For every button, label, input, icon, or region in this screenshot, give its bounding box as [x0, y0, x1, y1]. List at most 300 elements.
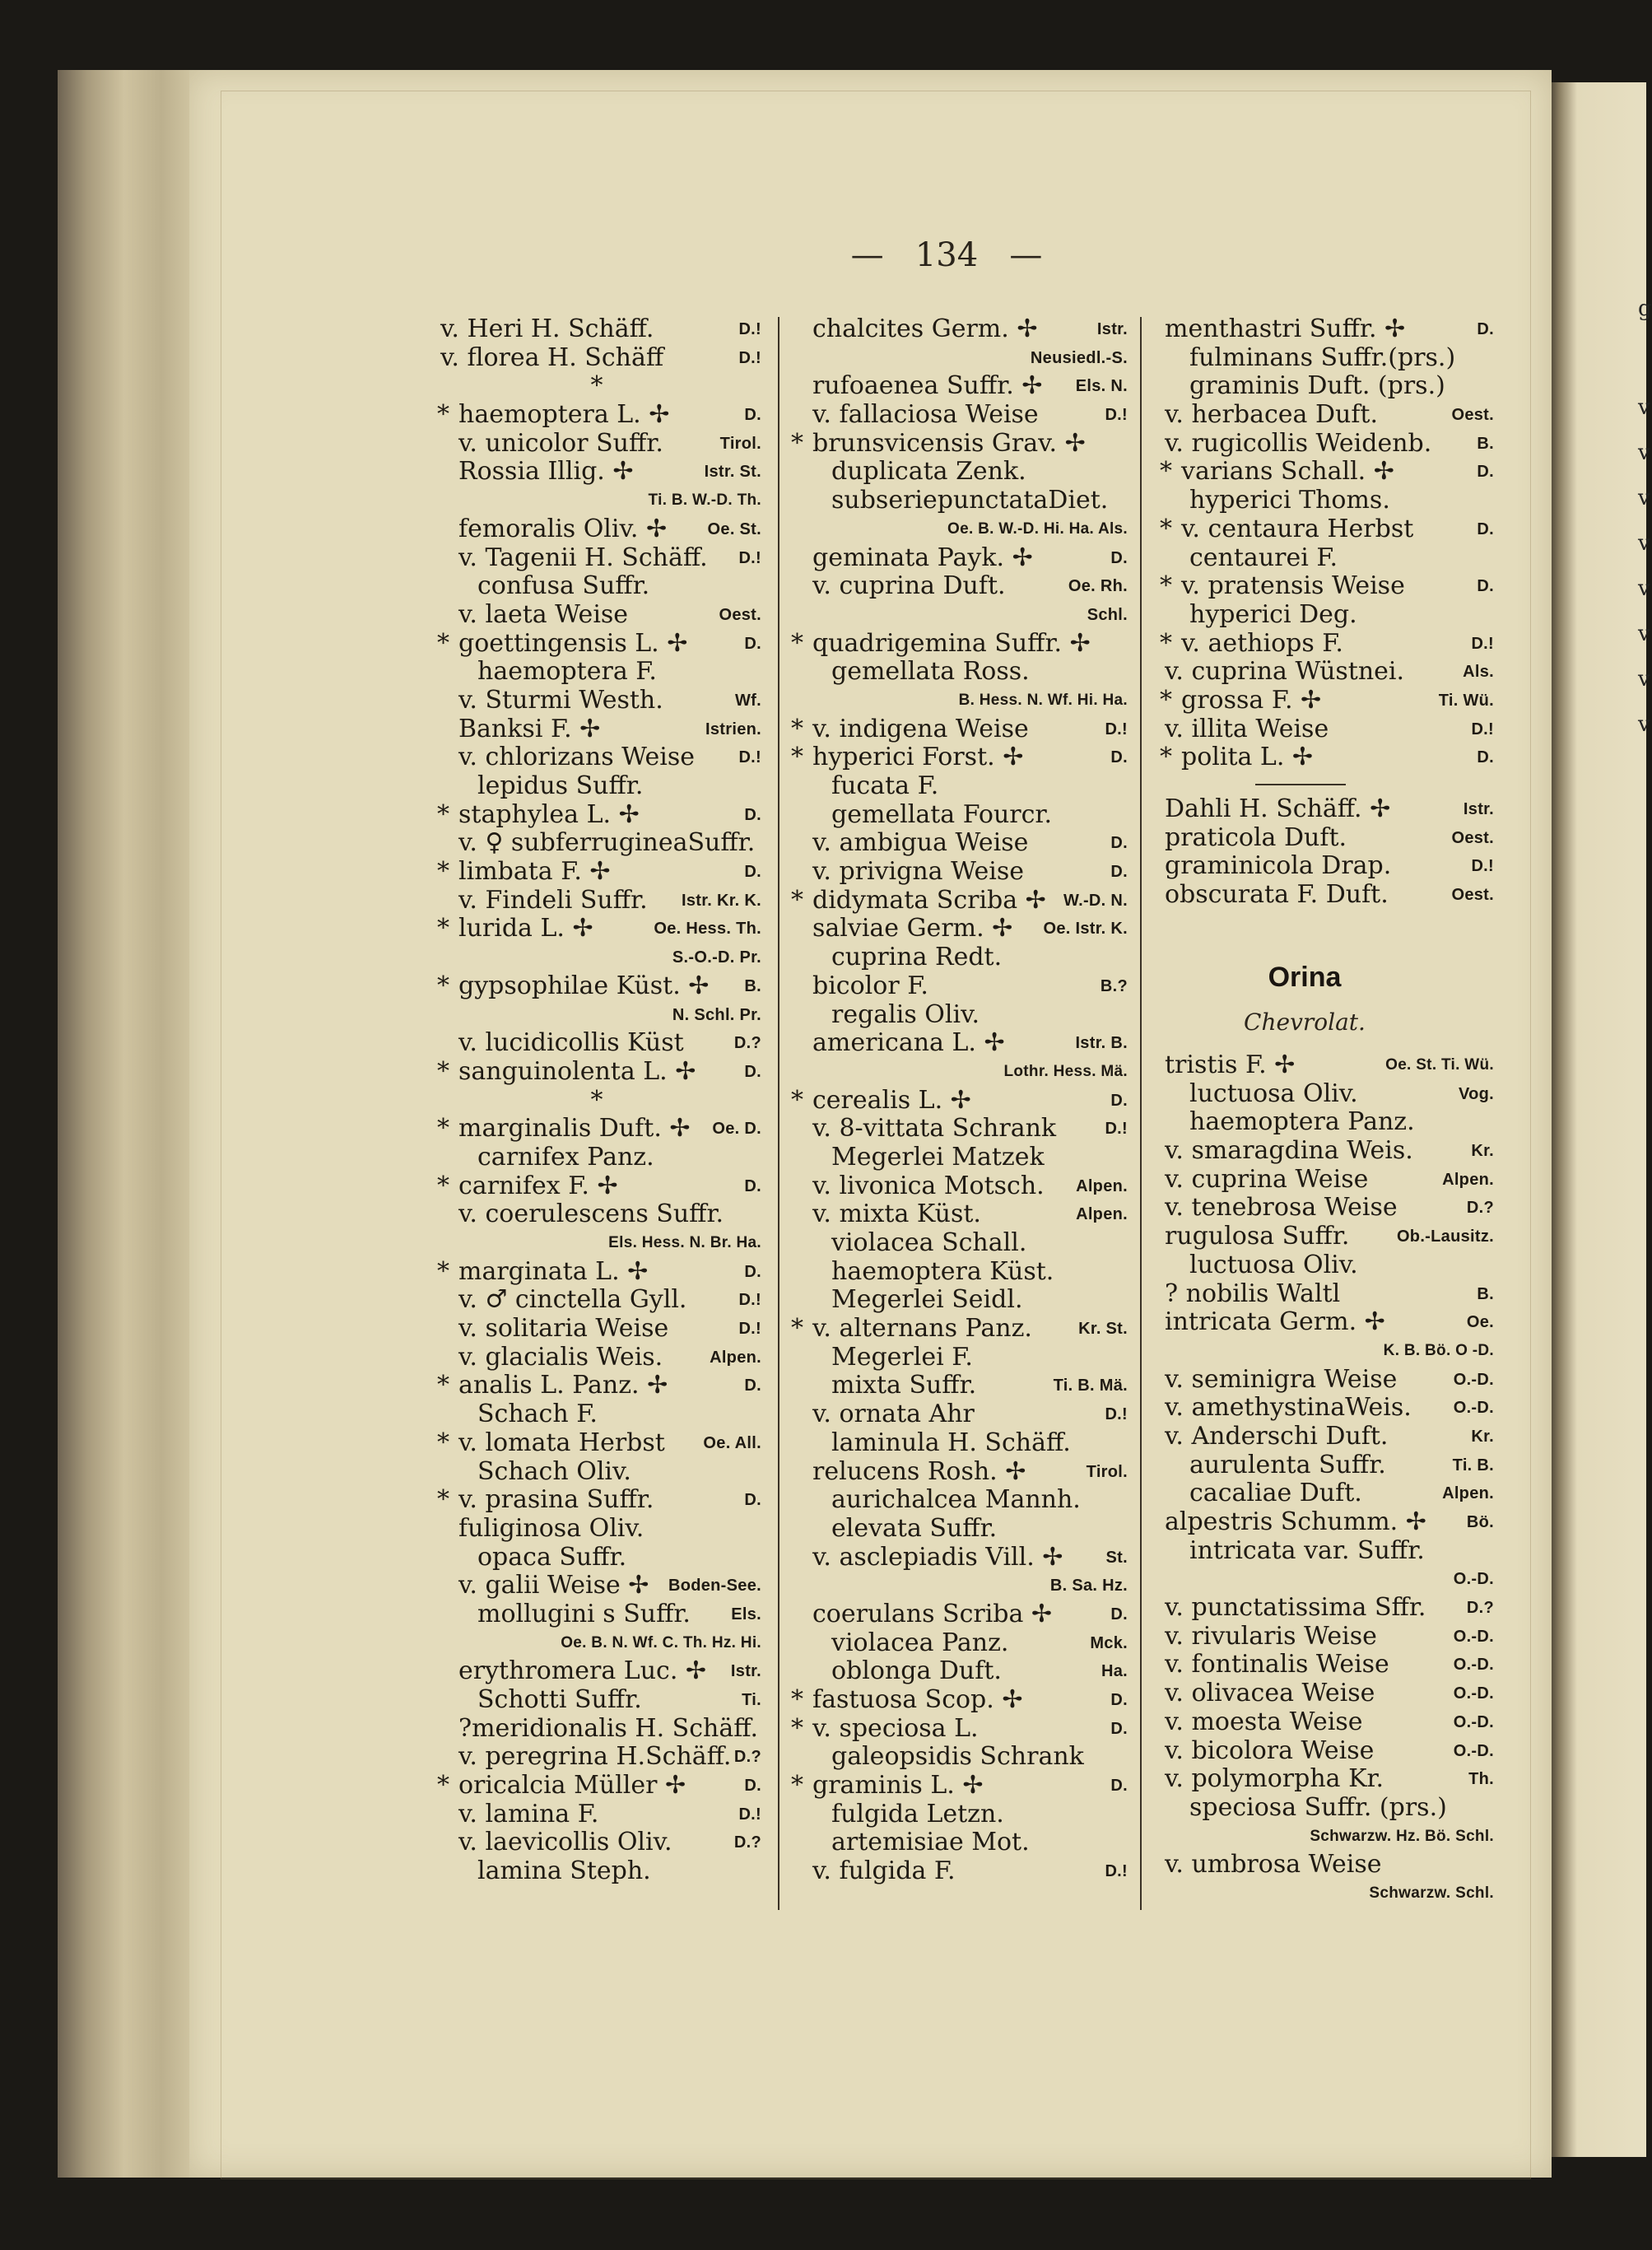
distribution: D.!	[1105, 406, 1128, 425]
native-marker-star: *	[437, 914, 449, 943]
distribution: St.	[1105, 1548, 1128, 1567]
entry-line	[786, 1657, 1128, 1686]
entry-line	[432, 1172, 761, 1201]
distribution: O.-D.	[1453, 1712, 1494, 1731]
entry-line	[432, 544, 761, 573]
species-name: fucata F.	[831, 771, 939, 800]
entry-line	[786, 1458, 1128, 1487]
distribution: Alpen.	[1076, 1205, 1128, 1224]
entry-line	[432, 1315, 761, 1344]
entry-line	[432, 401, 761, 430]
species-name: Megerlei Seidl.	[831, 1285, 1023, 1315]
entry-line	[1156, 1280, 1494, 1309]
entry-line	[1156, 1080, 1494, 1109]
species-name: v. seminigra Weise	[1165, 1364, 1398, 1394]
entry-line	[1156, 601, 1494, 630]
native-marker-star: *	[437, 1114, 449, 1144]
distribution: O.-D.	[1453, 1370, 1494, 1389]
distribution: N. Schl. Pr.	[672, 1005, 761, 1024]
entry-line	[1156, 1537, 1494, 1566]
entry-line	[1156, 1451, 1494, 1480]
entry-line	[786, 1315, 1128, 1344]
facing-page-letter: v	[1638, 531, 1650, 556]
native-marker-star: *	[437, 971, 449, 1000]
distribution: Istr. Kr. K.	[682, 891, 761, 910]
entry-line	[432, 1857, 761, 1886]
entry-line	[1156, 687, 1494, 715]
distribution: Ti. B. W.-D. Th.	[648, 491, 761, 510]
species-name: v. Heri H. Schäff.	[440, 314, 654, 343]
species-name: v. Anderschi Duft.	[1165, 1421, 1389, 1451]
entry-line	[1156, 515, 1494, 544]
distribution: Oe. Istr. K.	[1043, 920, 1128, 939]
distribution: Bö.	[1466, 1513, 1494, 1531]
facing-page-letter: v	[1638, 576, 1650, 601]
entry-line	[432, 887, 761, 915]
column-1	[432, 315, 761, 1886]
entry-line	[432, 1629, 761, 1658]
species-name: didymata Scriba ✢	[812, 885, 1046, 915]
native-marker-star: *	[1160, 743, 1172, 772]
native-marker-star: *	[437, 1371, 449, 1400]
distribution: B.?	[1100, 976, 1128, 995]
entry-line	[432, 344, 761, 373]
entry-line	[786, 1743, 1128, 1772]
distribution: D.!	[738, 1291, 761, 1310]
distribution: D.!	[1105, 1405, 1128, 1424]
species-name: hyperici Forst. ✢	[812, 743, 1024, 772]
entry-line	[786, 858, 1128, 887]
species-name: ?meridionalis H. Schäff.	[458, 1713, 758, 1743]
species-name: geminata Payk. ✢	[812, 543, 1033, 572]
distribution: Oe. All.	[703, 1433, 761, 1452]
species-name: cacaliae Duft.	[1189, 1479, 1362, 1508]
entry-line	[432, 1657, 761, 1686]
entry-line	[432, 1743, 761, 1772]
entry-line	[1156, 572, 1494, 601]
species-name: praticola Duft.	[1165, 822, 1347, 852]
species-name: Megerlei F.	[831, 1342, 973, 1372]
species-name: v. tenebrosa Weise	[1165, 1193, 1398, 1223]
native-marker-star: *	[437, 1256, 449, 1286]
entry-line	[432, 1344, 761, 1372]
distribution: D.	[1110, 1091, 1128, 1110]
entry-line	[1156, 315, 1494, 344]
entry-line	[1156, 1880, 1494, 1908]
species-name: regalis Oliv.	[831, 999, 980, 1029]
species-name: v. alternans Panz.	[812, 1314, 1032, 1344]
species-name: v. ambigua Weise	[812, 828, 1029, 858]
distribution: Alpen.	[1442, 1170, 1494, 1189]
entry-line	[786, 943, 1128, 972]
species-name: v. ♀ subferrugineaSuffr.	[458, 828, 756, 858]
entry-line	[1156, 1479, 1494, 1508]
species-name: v. fontinalis Weise	[1165, 1650, 1389, 1679]
native-marker-star: *	[791, 628, 803, 658]
distribution: Ob.-Lausitz.	[1396, 1227, 1494, 1246]
entry-line	[1156, 1737, 1494, 1766]
entry-line	[1156, 1423, 1494, 1451]
species-name: carnifex F. ✢	[458, 1171, 618, 1200]
distribution: B. Sa. Hz.	[1049, 1577, 1128, 1595]
entry-line	[1156, 1594, 1494, 1623]
entry-line	[786, 1429, 1128, 1458]
facing-page-text	[1638, 296, 1652, 757]
distribution: Kr.	[1471, 1142, 1494, 1161]
distribution: Oe. Hess. Th.	[654, 920, 761, 939]
species-name: v. moesta Weise	[1165, 1707, 1363, 1736]
species-name: v. herbacea Duft.	[1165, 400, 1379, 430]
entry-line	[1156, 401, 1494, 430]
entry-line	[786, 1486, 1128, 1515]
entry-line	[432, 1087, 761, 1116]
native-marker-star: *	[791, 1314, 803, 1344]
column-rule-1	[778, 317, 779, 1910]
entry-line	[786, 1200, 1128, 1229]
species-name: v. Sturmi Westh.	[458, 685, 663, 715]
entry-line	[786, 1828, 1128, 1857]
distribution: Istr. St.	[704, 463, 761, 482]
distribution: Oe.	[1466, 1313, 1494, 1332]
distribution: D.	[1110, 834, 1128, 853]
distribution: Oest.	[1451, 828, 1494, 847]
entry-line	[786, 1229, 1128, 1258]
entry-line	[1156, 715, 1494, 744]
distribution: Kr. St.	[1078, 1320, 1128, 1339]
distribution: Istr.	[730, 1662, 761, 1681]
species-name: hyperici Deg.	[1189, 599, 1357, 629]
entry-line	[786, 544, 1128, 573]
species-name: v. Findeli Suffr.	[458, 885, 648, 915]
entry-line	[786, 515, 1128, 544]
species-name: tristis F. ✢	[1165, 1050, 1296, 1079]
native-marker-star: *	[791, 743, 803, 772]
species-name: Rossia Illig. ✢	[458, 457, 634, 487]
distribution: Boden-See.	[668, 1577, 761, 1595]
distribution: D.	[1477, 577, 1494, 596]
species-name: Megerlei Matzek	[831, 1142, 1045, 1172]
species-name: v. cuprina Duft.	[812, 571, 1006, 601]
entry-line	[1156, 1366, 1494, 1395]
native-marker-star: *	[437, 400, 449, 430]
entry-line	[1156, 881, 1494, 910]
entry-line	[432, 1372, 761, 1400]
entry-line	[432, 772, 761, 801]
native-marker-star: *	[437, 799, 449, 829]
species-name: haemoptera L. ✢	[458, 400, 670, 430]
entry-line	[432, 458, 761, 487]
entry-line	[432, 1429, 761, 1458]
distribution: Ti. Wü.	[1438, 691, 1494, 710]
species-name: aurichalcea Mannh.	[831, 1485, 1081, 1515]
column-2	[786, 315, 1128, 1886]
entry-line	[786, 458, 1128, 487]
species-name: hyperici Thoms.	[1189, 486, 1390, 515]
species-name: relucens Rosh. ✢	[812, 1456, 1026, 1486]
distribution: K. B. Bö. O -D.	[1383, 1341, 1494, 1359]
entry-line	[1156, 430, 1494, 459]
species-name: intricata Germ. ✢	[1165, 1307, 1385, 1337]
species-name: v. bicolora Weise	[1165, 1735, 1375, 1765]
species-name: varians Schall. ✢	[1181, 457, 1394, 487]
distribution: D.	[744, 1777, 761, 1796]
species-name: v. galii Weise ✢	[458, 1571, 649, 1600]
species-name: rufoaenea Suffr. ✢	[812, 371, 1043, 401]
species-name: v. centaura Herbst	[1181, 514, 1414, 543]
species-name: artemisiae Mot.	[831, 1828, 1030, 1857]
species-name: v. amethystinaWeis.	[1165, 1393, 1412, 1423]
species-name: v. polymorpha Kr.	[1165, 1764, 1384, 1794]
species-name: limbata F. ✢	[458, 857, 611, 887]
entry-line	[432, 658, 761, 687]
species-name: v. prasina Suffr.	[458, 1485, 654, 1515]
distribution: Oe. B. W.-D. Hi. Ha. Als.	[947, 519, 1128, 538]
entry-line	[1156, 1166, 1494, 1195]
facing-page-letter: v	[1638, 622, 1650, 646]
entry-line	[432, 1001, 761, 1030]
species-name: brunsvicensis Grav. ✢	[812, 428, 1086, 458]
species-name: intricata var. Suffr.	[1189, 1535, 1425, 1565]
distribution: Oe. D.	[712, 1120, 761, 1139]
entry-line	[786, 887, 1128, 915]
native-marker-star: *	[437, 1771, 449, 1800]
entry-line	[786, 1144, 1128, 1172]
distribution: D.?	[733, 1034, 761, 1053]
entry-line	[432, 487, 761, 515]
distribution: Els.	[731, 1605, 761, 1623]
distribution: Tirol.	[719, 434, 761, 453]
species-name: haemoptera Panz.	[1189, 1107, 1415, 1137]
entry-line	[432, 1144, 761, 1172]
distribution: D.!	[738, 748, 761, 767]
entry-line	[1156, 743, 1494, 772]
entry-line	[786, 972, 1128, 1001]
species-name: v. asclepiadis Vill. ✢	[812, 1542, 1063, 1572]
species-name: v. smaragdina Weis.	[1165, 1136, 1413, 1166]
species-name: fastuosa Scop. ✢	[812, 1685, 1023, 1714]
entry-line	[1156, 1251, 1494, 1280]
entry-line	[1156, 852, 1494, 881]
entry-line	[432, 1058, 761, 1087]
entry-line	[1156, 1308, 1494, 1337]
species-name: v. coerulescens Suffr.	[458, 1200, 724, 1229]
species-name: carnifex Panz.	[477, 1142, 654, 1172]
species-name: luctuosa Oliv.	[1189, 1250, 1358, 1279]
distribution: D.!	[1471, 857, 1494, 876]
entry-line	[432, 1715, 761, 1744]
native-marker-star: *	[791, 1771, 803, 1800]
entry-line	[1156, 1565, 1494, 1594]
distribution: O.-D.	[1453, 1627, 1494, 1646]
distribution: D.!	[738, 548, 761, 567]
species-name: gemellata Fourcr.	[831, 799, 1052, 829]
species-name: menthastri Suffr. ✢	[1165, 314, 1406, 343]
species-name: v. 8-vittata Schrank	[812, 1114, 1057, 1144]
distribution: Alpen.	[1076, 1176, 1128, 1195]
species-name: violacea Schall.	[831, 1228, 1027, 1257]
distribution: D.	[1110, 748, 1128, 767]
distribution: Oest.	[1451, 886, 1494, 905]
species-name: Schach F.	[477, 1400, 598, 1429]
entry-line	[786, 658, 1128, 687]
distribution: Ha.	[1101, 1662, 1128, 1681]
distribution: B. Hess. N. Wf. Hi. Ha.	[958, 691, 1128, 709]
entry-line	[786, 344, 1128, 373]
species-name: v. Tagenii H. Schäff.	[458, 543, 708, 572]
species-name: Schach Oliv.	[477, 1456, 631, 1486]
native-marker-star: *	[791, 1713, 803, 1743]
entry-line	[432, 601, 761, 630]
entry-line	[786, 1544, 1128, 1572]
distribution: D.	[744, 863, 761, 882]
species-name: oricalcia Müller ✢	[458, 1771, 686, 1800]
distribution: D.	[744, 1176, 761, 1195]
distribution: Istr.	[1463, 800, 1494, 818]
species-name: femoralis Oliv. ✢	[458, 514, 668, 543]
species-name: galeopsidis Schrank	[831, 1742, 1084, 1772]
entry-line	[786, 1172, 1128, 1201]
distribution: Tirol.	[1086, 1462, 1128, 1481]
header-dash-left: —	[850, 236, 884, 274]
distribution: Mck.	[1090, 1633, 1128, 1652]
species-name: opaca Suffr.	[477, 1542, 627, 1572]
entry-line	[432, 829, 761, 858]
entry-line	[786, 1001, 1128, 1030]
distribution: Schwarzw. Schl.	[1369, 1884, 1494, 1902]
species-name: v. lucidicollis Küst	[458, 1028, 684, 1058]
entry-line	[786, 1058, 1128, 1087]
species-name: luctuosa Oliv.	[1189, 1078, 1358, 1108]
species-name: v. privigna Weise	[812, 857, 1024, 887]
distribution: D.	[744, 1262, 761, 1281]
entry-line	[1156, 372, 1494, 401]
entry-line	[432, 1229, 761, 1258]
page-number: 134	[914, 236, 979, 274]
species-name: marginata L. ✢	[458, 1256, 649, 1286]
species-name: v. florea H. Schäff	[440, 342, 664, 372]
genus-title: Orina	[1268, 962, 1342, 993]
entry-line	[1156, 544, 1494, 573]
distribution: D.!	[1105, 720, 1128, 738]
species-name: v. fulgida F.	[812, 1856, 956, 1886]
entry-line	[1156, 458, 1494, 487]
entry-line	[432, 1286, 761, 1315]
entry-line	[786, 1686, 1128, 1715]
native-marker-star: *	[437, 1171, 449, 1200]
entry-line	[786, 430, 1128, 459]
column-rule-2	[1140, 317, 1142, 1910]
distribution: S.-O.-D. Pr.	[672, 948, 761, 967]
distribution: Neusiedl.-S.	[1030, 348, 1128, 367]
distribution: D.	[1110, 1691, 1128, 1709]
species-name: alpestris Schumm. ✢	[1165, 1507, 1426, 1536]
native-marker-star: *	[791, 885, 803, 915]
entry-line	[1156, 1708, 1494, 1737]
species-name: goettingensis L. ✢	[458, 628, 688, 658]
entry-line	[432, 1486, 761, 1515]
entry-line	[1156, 1679, 1494, 1708]
species-name: mollugini s Suffr.	[477, 1599, 691, 1628]
entry-line	[1156, 1851, 1494, 1880]
native-marker-star: *	[791, 428, 803, 458]
entry-line	[1156, 1508, 1494, 1537]
entry-line	[786, 1600, 1128, 1629]
species-name: v. cuprina Weise	[1165, 1164, 1369, 1194]
entry-line	[786, 1772, 1128, 1800]
species-name: speciosa Suffr. (prs.)	[1189, 1792, 1447, 1822]
native-marker-star: *	[791, 714, 803, 743]
entry-line	[786, 1344, 1128, 1372]
distribution: Oest.	[1451, 406, 1494, 425]
distribution: D.?	[1466, 1599, 1494, 1618]
species-name: v. pratensis Weise	[1181, 571, 1405, 601]
distribution: D.	[1110, 1777, 1128, 1796]
distribution: O.-D.	[1453, 1741, 1494, 1760]
species-name: salviae Germ. ✢	[812, 914, 1013, 943]
species-name: elevata Suffr.	[831, 1513, 998, 1543]
distribution: B.	[744, 976, 761, 995]
species-name: confusa Suffr.	[477, 571, 650, 601]
species-name: v. speciosa L.	[812, 1713, 979, 1743]
distribution: Istr.	[1096, 320, 1128, 338]
species-name: v. indigena Weise	[812, 714, 1029, 743]
distribution: D.!	[1471, 720, 1494, 738]
entry-line	[786, 1515, 1128, 1544]
distribution: B.	[1477, 1284, 1494, 1303]
distribution: Ti. B.	[1452, 1456, 1494, 1474]
native-marker-star: *	[437, 1056, 449, 1086]
native-marker-star: *	[437, 1485, 449, 1515]
species-name: lurida L. ✢	[458, 914, 593, 943]
entry-line	[786, 315, 1128, 344]
entry-line	[432, 858, 761, 887]
entry-line	[786, 1715, 1128, 1744]
entry-line	[1156, 1223, 1494, 1251]
distribution: Ti. B. Mä.	[1053, 1377, 1128, 1395]
entry-line	[432, 1572, 761, 1600]
distribution: Oe. St.	[707, 519, 761, 538]
species-name: gemellata Ross.	[831, 657, 1030, 687]
entry-line	[786, 1572, 1128, 1600]
distribution: D.	[744, 805, 761, 824]
entry-line	[1156, 1051, 1494, 1080]
entry-line	[786, 1800, 1128, 1829]
entry-line	[432, 572, 761, 601]
entry-line	[432, 1400, 761, 1429]
species-name: v. laevicollis Oliv.	[458, 1828, 672, 1857]
genus-author: Chevrolat.	[1244, 1009, 1366, 1036]
distribution: D.	[1477, 463, 1494, 482]
facing-page-letter: v	[1638, 667, 1650, 692]
entry-line	[786, 1258, 1128, 1287]
species-name: Schotti Suffr.	[477, 1685, 642, 1714]
distribution: D.	[1110, 1605, 1128, 1623]
species-name: graminis L. ✢	[812, 1771, 984, 1800]
entry-line	[432, 943, 761, 972]
species-name: subseriepunctataDiet.	[831, 486, 1109, 515]
native-marker-star: *	[1160, 457, 1172, 487]
species-name: haemoptera F.	[477, 657, 657, 687]
species-name: cuprina Redt.	[831, 943, 1003, 972]
species-name: v. punctatissima Sffr.	[1165, 1593, 1426, 1623]
distribution: Oest.	[719, 605, 761, 624]
entry-line	[432, 1544, 761, 1572]
entry-line	[432, 1515, 761, 1544]
species-name: haemoptera Küst.	[831, 1256, 1054, 1286]
entry-line	[786, 1286, 1128, 1315]
species-name: gypsophilae Küst. ✢	[458, 971, 710, 1000]
distribution: Schwarzw. Hz. Bö. Schl.	[1310, 1827, 1494, 1845]
